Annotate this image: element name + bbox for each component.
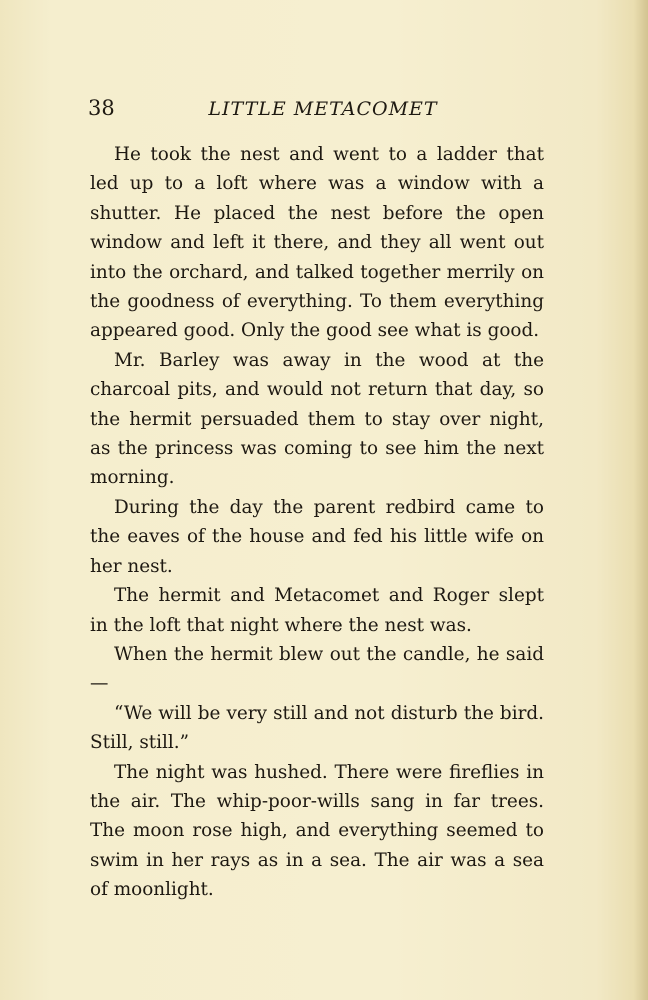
paragraph: When the hermit blew out the candle, he said— bbox=[90, 643, 544, 695]
paragraph: He took the nest and went to a ladder that led up to a loft where was a window with a shutter. He placed the nest before the open window and left it there, and they all went out into the orchard, and talked together merrily on the goodness of everything. To them everything appeared good. Only the good see what is good. bbox=[90, 144, 544, 342]
page-edge-shadow bbox=[634, 0, 648, 1000]
running-title: LITTLE METACOMET bbox=[208, 98, 438, 120]
paragraph: The hermit and Metacomet and Roger slept in the loft that night where the nest was. bbox=[90, 585, 544, 636]
paragraph: During the day the parent redbird came to the eaves of the house and fed his little wife on her nest. bbox=[90, 496, 544, 577]
paragraph: “We will be very still and not disturb the bird. Still, still.” bbox=[90, 702, 544, 754]
page-header bbox=[88, 96, 558, 130]
paragraph: Mr. Barley was away in the wood at the charcoal pits, and would not return that day, so the hermit persuaded them to stay over night, as the princess was coming to see him the next morning. bbox=[90, 349, 544, 489]
page-number: 38 bbox=[88, 96, 115, 120]
body-text bbox=[90, 140, 544, 905]
paragraph: The night was hushed. There were fireflies in the air. The whip-poor-wills sang in far trees. The moon rose high, and everything seemed to swim in her rays as in a sea. The air was a sea of moonlight. bbox=[90, 761, 544, 901]
